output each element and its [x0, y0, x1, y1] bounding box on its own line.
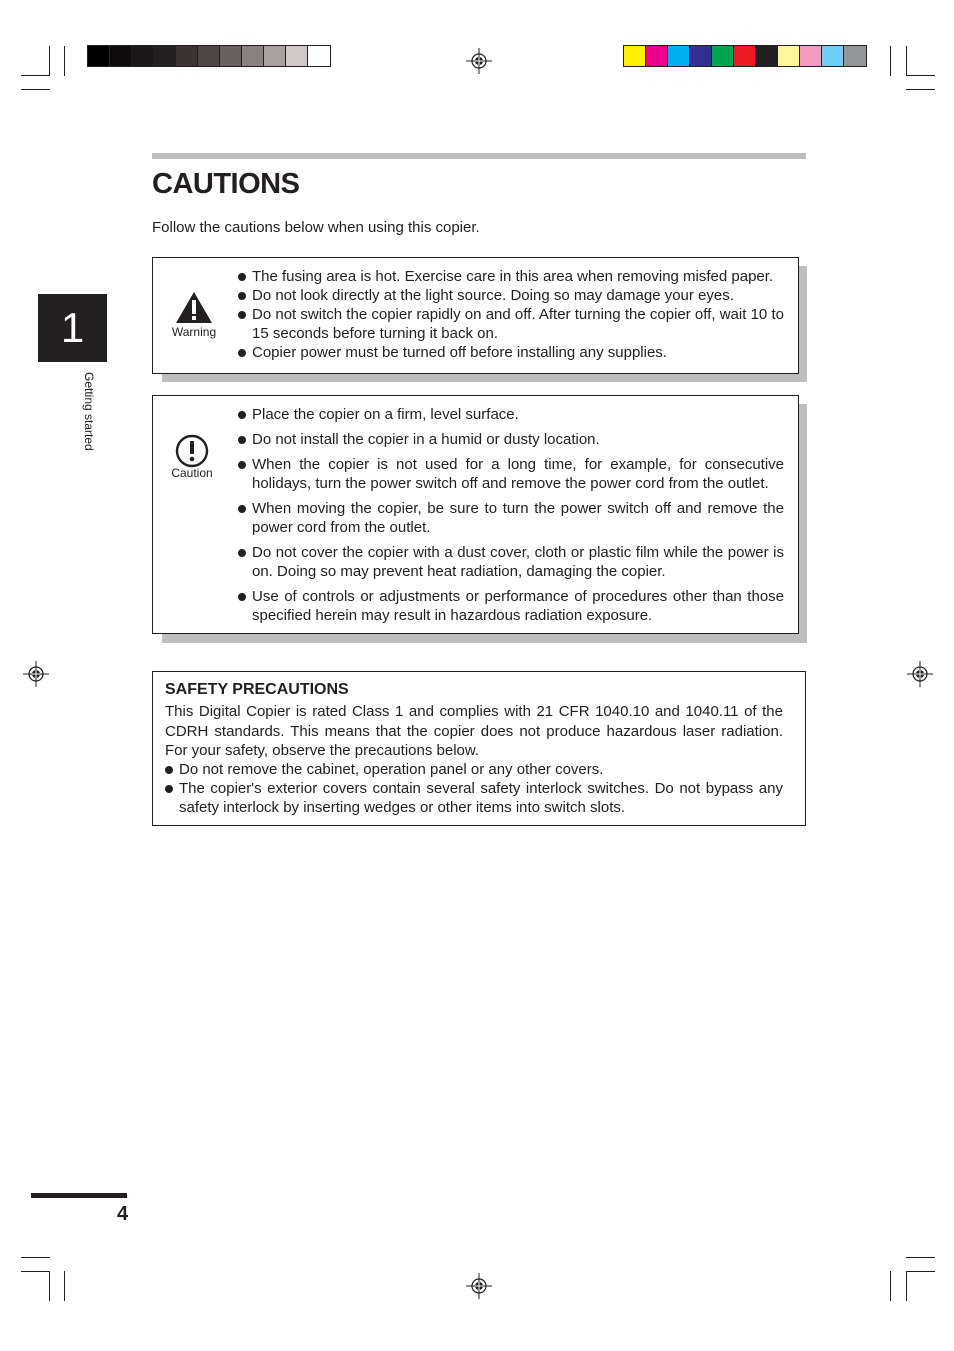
- page-title: CAUTIONS: [152, 168, 300, 200]
- crop-mark: [21, 75, 50, 76]
- crop-mark: [890, 1271, 891, 1301]
- color-swatch: [822, 46, 844, 66]
- color-swatch: [778, 46, 800, 66]
- warning-item: The fusing area is hot. Exercise care in this area when removing misfed paper.: [238, 267, 784, 286]
- caution-item: Do not install the copier in a humid or dusty location.: [238, 430, 784, 449]
- crop-mark: [906, 75, 935, 76]
- caution-box: [152, 395, 799, 634]
- crop-mark: [21, 1271, 50, 1272]
- crop-mark: [906, 1271, 907, 1301]
- warning-box: [152, 257, 799, 374]
- warning-item: Copier power must be turned off before installing any supplies.: [238, 343, 784, 362]
- warning-icon-label: Warning: [171, 325, 217, 339]
- crop-mark: [49, 46, 50, 76]
- crop-mark: [21, 89, 50, 90]
- warning-triangle-icon: [175, 291, 213, 324]
- color-swatch: [734, 46, 756, 66]
- caution-icon-label: Caution: [171, 466, 213, 480]
- warning-list: [238, 267, 784, 362]
- title-rule: [152, 153, 806, 159]
- chapter-label: Getting started: [82, 372, 96, 451]
- page-number-rule: [31, 1193, 127, 1198]
- safety-item: Do not remove the cabinet, operation panel or any other covers.: [165, 760, 783, 779]
- safety-body: This Digital Copier is rated Class 1 and complies with 21 CFR 1040.10 and 1040.11 of the CDRH standards. This means that the copier does not produce hazardous laser radiation. For your safety, observe the precautions below.: [165, 703, 783, 759]
- color-swatch: [176, 46, 198, 66]
- crop-mark: [906, 1271, 935, 1272]
- color-swatch: [624, 46, 646, 66]
- color-swatch: [646, 46, 668, 66]
- registration-mark-icon: [466, 1273, 492, 1299]
- crop-mark: [64, 46, 65, 76]
- color-swatch: [154, 46, 176, 66]
- color-swatch: [242, 46, 264, 66]
- caution-item: Place the copier on a firm, level surface.: [238, 405, 784, 424]
- caution-icon-group: [167, 434, 217, 480]
- color-swatch: [220, 46, 242, 66]
- crop-mark: [64, 1271, 65, 1301]
- registration-mark-icon: [23, 661, 49, 687]
- crop-mark: [890, 46, 891, 76]
- color-swatch: [712, 46, 734, 66]
- registration-mark-icon: [907, 661, 933, 687]
- gray-color-bar: [87, 45, 331, 67]
- color-swatch: [132, 46, 154, 66]
- caution-item: Use of controls or adjustments or performance of procedures other than those specified herein may result in hazardous radiation exposure.: [238, 587, 784, 625]
- color-swatch: [668, 46, 690, 66]
- color-swatch: [264, 46, 286, 66]
- color-swatch: [308, 46, 330, 66]
- caution-circle-icon: [175, 434, 209, 468]
- caution-list: [238, 405, 784, 631]
- color-swatch: [800, 46, 822, 66]
- warning-icon-group: [167, 291, 221, 339]
- crop-mark: [21, 1257, 50, 1258]
- color-swatch: [286, 46, 308, 66]
- crop-mark: [49, 1271, 50, 1301]
- color-swatch: [110, 46, 132, 66]
- crop-mark: [906, 46, 907, 76]
- chapter-tab: [38, 294, 107, 362]
- warning-item: Do not switch the copier rapidly on and off. After turning the copier off, wait 10 to 15 seconds before turning it back on.: [238, 305, 784, 343]
- color-swatch: [88, 46, 110, 66]
- color-swatch: [198, 46, 220, 66]
- color-swatch: [756, 46, 778, 66]
- warning-item: Do not look directly at the light source. Doing so may damage your eyes.: [238, 286, 784, 305]
- caution-item: When moving the copier, be sure to turn the power switch off and remove the power cord from the outlet.: [238, 499, 784, 537]
- color-swatch: [844, 46, 866, 66]
- caution-item: Do not cover the copier with a dust cover, cloth or plastic film while the power is on. Doing so may prevent heat radiation, damaging the copier.: [238, 543, 784, 581]
- intro-text: Follow the cautions below when using this copier.: [152, 219, 480, 236]
- safety-list: [165, 760, 783, 817]
- page-number: 4: [117, 1203, 129, 1225]
- caution-item: When the copier is not used for a long time, for example, for consecutive holidays, turn the power switch off and remove the power cord from the outlet.: [238, 455, 784, 493]
- color-swatch: [690, 46, 712, 66]
- chapter-number: 1: [60, 304, 85, 351]
- crop-mark: [906, 1257, 935, 1258]
- crop-mark: [906, 89, 935, 90]
- registration-mark-icon: [466, 48, 492, 74]
- process-color-bar: [623, 45, 867, 67]
- safety-item: The copier's exterior covers contain several safety interlock switches. Do not bypass any safety interlock by inserting wedges or other items into switch slots.: [165, 779, 783, 817]
- safety-heading: SAFETY PRECAUTIONS: [165, 681, 349, 698]
